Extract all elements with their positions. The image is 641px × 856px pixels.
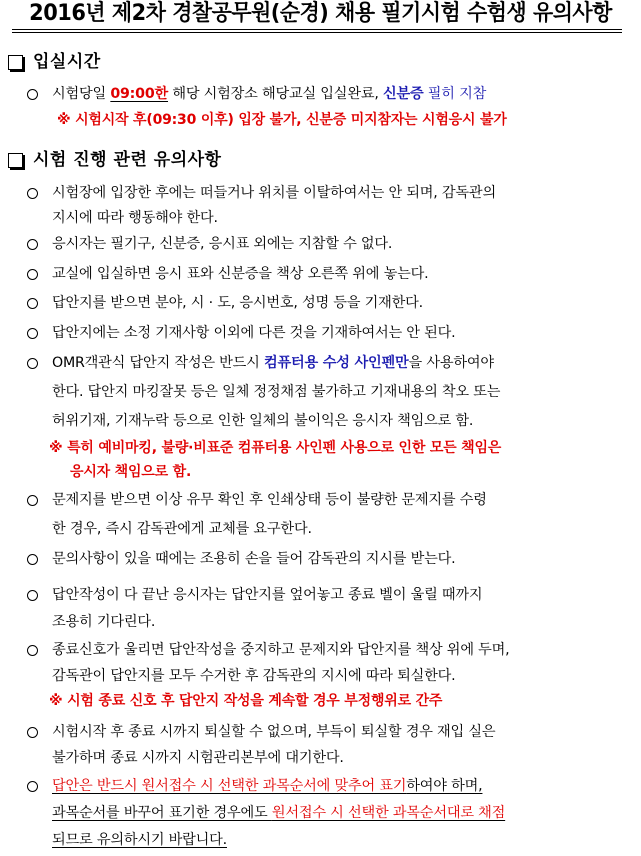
list-item-line: 종료신호가 울리면 답안작성을 중지하고 문제지와 답안지를 책상 위에 두며, xyxy=(52,642,510,658)
section-heading-label: 입실시간 xyxy=(33,52,101,72)
title-divider-top xyxy=(12,29,622,30)
list-item-line: 시험장에 입장한 후에는 떠들거나 위치를 이탈하여서는 안 되며, 감독관의 xyxy=(52,185,496,201)
hollow-circle-icon xyxy=(27,358,38,369)
hollow-circle-icon xyxy=(27,239,38,250)
list-item-line: 문의사항이 있을 때에는 조용히 손을 들어 감독관의 지시를 받는다. xyxy=(52,551,456,567)
warning-note: ※ 특히 예비마킹, 불량·비표준 컴퓨터용 사인펜 사용으로 인한 모든 책임은 xyxy=(49,440,502,456)
entry-time-highlight: 09:00한 xyxy=(110,86,169,102)
hollow-circle-icon xyxy=(27,495,38,506)
list-item-line: 문제지를 받으면 이상 유무 확인 후 인쇄상태 등이 불량한 문제지를 수령 xyxy=(52,492,487,508)
text-run: 을 사용하여야 xyxy=(408,355,494,371)
section-heading-entry-time xyxy=(8,51,101,73)
list-item-line: 한 경우, 즉시 감독관에게 교체를 요구한다. xyxy=(52,521,312,537)
section-heading-exam-rules xyxy=(8,149,221,171)
list-item-line: 불가하며 종료 시까지 시험관리본부에 대기한다. xyxy=(52,750,344,766)
sign-pen-highlight: 컴퓨터용 수성 사인펜만 xyxy=(263,355,409,371)
list-item-line: 허위기재, 기재누락 등으로 인한 일체의 불이익은 응시자 책임으로 함. xyxy=(52,413,474,429)
list-item-line: 감독관이 답안지를 모두 수거한 후 감독관의 지시에 따라 퇴실한다. xyxy=(52,668,456,684)
grading-order-highlight: 원서접수 시 선택한 과목순서대로 채점 xyxy=(271,805,506,821)
list-item-line: 응시자는 필기구, 신분증, 응시표 외에는 지참할 수 없다. xyxy=(52,236,393,252)
list-item-line xyxy=(52,353,494,373)
page-title: 2016년 제2차 경찰공무원(순경) 채용 필기시험 수험생 유의사항 xyxy=(29,1,612,26)
hollow-circle-icon xyxy=(27,554,38,565)
hollow-circle-icon xyxy=(27,781,38,792)
list-item-line: 한다. 답안지 마킹잘못 등은 일체 정정채점 불가하고 기재내용의 착오 또는 xyxy=(52,384,501,400)
list-item-line: 조용히 기다린다. xyxy=(52,614,156,630)
id-card-highlight: 신분증 xyxy=(382,86,424,102)
text-run: 과목순서를 바꾸어 표기한 경우에도 xyxy=(52,805,272,821)
list-item-line xyxy=(52,84,486,104)
text-run: OMR객관식 답안지 작성은 반드시 xyxy=(52,355,264,371)
text-run: 되므로 유의하시기 바랍니다. xyxy=(52,832,227,848)
answer-order-highlight: 답안은 반드시 원서접수 시 선택한 과목순서에 맞추어 표기 xyxy=(52,778,407,794)
list-item-line: 답안작성이 다 끝난 응시자는 답안지를 엎어놓고 종료 벨이 울릴 때까지 xyxy=(52,587,483,603)
warning-note: ※ 시험 종료 신호 후 답안지 작성을 계속할 경우 부정행위로 간주 xyxy=(49,693,443,709)
hollow-circle-icon xyxy=(27,269,38,280)
list-item-line: 시험시작 후 종료 시까지 퇴실할 수 없으며, 부득이 퇴실할 경우 재입 실은 xyxy=(52,724,496,740)
list-item-line xyxy=(52,830,227,850)
hollow-circle-icon xyxy=(27,188,38,199)
text-run: 필히 지참 xyxy=(423,86,487,102)
warning-note: 응시자 책임으로 함. xyxy=(70,464,192,480)
hollow-circle-icon xyxy=(27,328,38,339)
hollow-circle-icon xyxy=(27,298,38,309)
hollow-circle-icon xyxy=(27,645,38,656)
text-run: 해당 시험장소 해당교실 입실완료, xyxy=(168,86,383,102)
hollow-circle-icon xyxy=(27,727,38,738)
checkbox-square-icon xyxy=(8,153,23,168)
text-run: 시험당일 xyxy=(52,86,111,102)
list-item-line: 답안지에는 소정 기재사항 이외에 다른 것을 기재하여서는 안 된다. xyxy=(52,325,456,341)
section-heading-label: 시험 진행 관련 유의사항 xyxy=(33,150,222,170)
list-item-line xyxy=(52,776,482,796)
list-item-line: 교실에 입실하면 응시 표와 신분증을 책상 오른쪽 위에 놓는다. xyxy=(52,266,429,282)
text-run: 하여야 하며, xyxy=(406,778,483,794)
hollow-circle-icon xyxy=(27,590,38,601)
title-divider-bottom xyxy=(12,32,622,33)
warning-note: ※ 시험시작 후(09:30 이후) 입장 불가, 신분증 미지참자는 시험응시 불가 xyxy=(57,112,507,128)
list-item-line xyxy=(52,803,505,823)
hollow-circle-icon xyxy=(27,89,38,100)
checkbox-square-icon xyxy=(8,55,23,70)
list-item-line: 답안지를 받으면 분야, 시 · 도, 응시번호, 성명 등을 기재한다. xyxy=(52,295,423,311)
list-item-line: 지시에 따라 행동해야 한다. xyxy=(52,210,218,226)
